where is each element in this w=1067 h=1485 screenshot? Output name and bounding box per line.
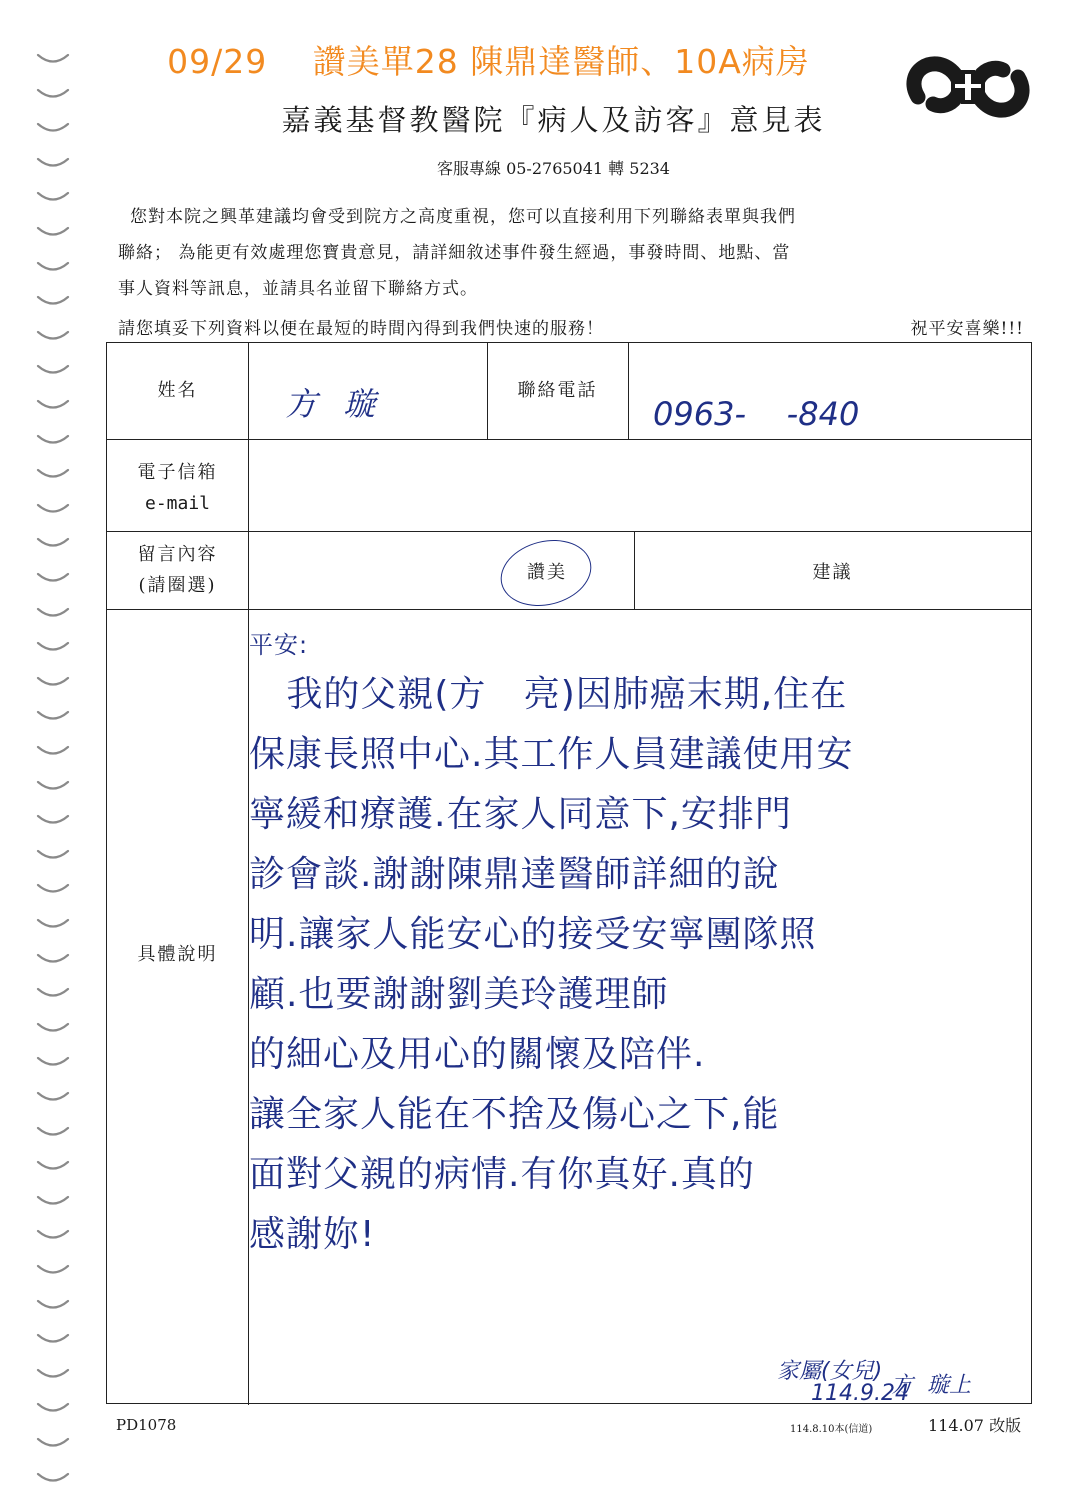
message-type-label-line: (請圈選) bbox=[138, 575, 217, 596]
customer-service-hotline: 客服專線 05-2765041 轉 5234 bbox=[436, 159, 670, 178]
intro-line: 聯絡； 為能更有效處理您寶貴意見，請詳細敘述事件發生經過，事發時間、地點、當 bbox=[118, 243, 791, 263]
binder-ring-icon bbox=[36, 1471, 70, 1485]
page-banner: 09/29 讚美單28 陳鼎達醫師、10A病房 bbox=[167, 42, 810, 81]
binder-ring-icon bbox=[36, 1436, 70, 1450]
message-type-label-line: 留言內容 bbox=[137, 544, 218, 565]
intro-paragraph bbox=[118, 199, 1028, 307]
binder-ring-icon bbox=[36, 433, 70, 447]
signature-line: 家屬(女兒) bbox=[777, 1359, 883, 1384]
phone-value: 0963- -840 bbox=[653, 395, 860, 433]
blessing-text: 祝平安喜樂!!! bbox=[910, 319, 1024, 339]
option-praise[interactable]: 讚美 bbox=[527, 562, 567, 583]
binder-ring-icon bbox=[36, 640, 70, 654]
revision-label: 114.07 改版 bbox=[928, 1416, 1022, 1435]
binder-ring-icon bbox=[36, 467, 70, 481]
details-line: 明.讓家人能安心的接受安寧團隊照 bbox=[249, 914, 817, 955]
binder-ring-icon bbox=[36, 502, 70, 516]
print-info: 114.8.10本(信道) bbox=[790, 1424, 873, 1435]
email-label-zh: 電子信箱 bbox=[137, 462, 218, 483]
feedback-form-table bbox=[106, 342, 1032, 1404]
binder-ring-icon bbox=[36, 882, 70, 896]
name-value: 方 璇 bbox=[285, 385, 384, 423]
form-title: 嘉義基督教醫院『病人及訪客』意見表 bbox=[281, 103, 826, 137]
binder-ring-icon bbox=[36, 1125, 70, 1139]
details-line: 面對父親的病情.有你真好.真的 bbox=[249, 1154, 755, 1195]
signature-date: 114.9.24 bbox=[811, 1381, 909, 1406]
binder-ring-icon bbox=[36, 1159, 70, 1173]
binder-ring-icon bbox=[36, 917, 70, 931]
details-line: 寧緩和療護.在家人同意下,安排門 bbox=[249, 794, 792, 835]
binder-ring-icon bbox=[36, 1021, 70, 1035]
binder-ring-icon bbox=[36, 1090, 70, 1104]
binder-ring-icon bbox=[36, 606, 70, 620]
email-label-en: e-mail bbox=[144, 493, 211, 514]
details-line: 的細心及用心的關懷及陪伴. bbox=[249, 1034, 706, 1075]
column-divider bbox=[628, 343, 629, 439]
details-line: 我的父親(方 亮)因肺癌末期,住在 bbox=[249, 674, 848, 715]
binder-ring-icon bbox=[36, 329, 70, 343]
binder-ring-icon bbox=[36, 1332, 70, 1346]
row-divider bbox=[107, 609, 1031, 610]
binder-ring-strip bbox=[0, 0, 80, 1481]
binder-ring-icon bbox=[36, 675, 70, 689]
binder-ring-icon bbox=[36, 1228, 70, 1242]
binder-ring-icon bbox=[36, 1401, 70, 1415]
fill-instructions bbox=[118, 314, 1028, 339]
phone-label: 聯絡電話 bbox=[517, 380, 598, 401]
binder-ring-icon bbox=[36, 1263, 70, 1277]
binder-ring-icon bbox=[36, 1298, 70, 1312]
binder-ring-icon bbox=[36, 1367, 70, 1381]
email-label bbox=[107, 457, 248, 519]
form-number: PD1078 bbox=[116, 1416, 177, 1434]
binder-ring-icon bbox=[36, 260, 70, 274]
binder-ring-icon bbox=[36, 225, 70, 239]
details-line: 顧.也要謝謝劉美玲護理師 bbox=[249, 974, 669, 1015]
binder-ring-icon bbox=[36, 536, 70, 550]
intro-line: 您對本院之興革建議均會受到院方之高度重視，您可以直接利用下列聯絡表單與我們 bbox=[130, 207, 796, 227]
details-line: 平安: bbox=[249, 631, 309, 659]
binder-ring-icon bbox=[36, 1055, 70, 1069]
binder-ring-icon bbox=[36, 986, 70, 1000]
name-label: 姓名 bbox=[157, 380, 198, 401]
binder-ring-icon bbox=[36, 398, 70, 412]
details-line: 保康長照中心.其工作人員建議使用安 bbox=[249, 734, 854, 775]
fill-note: 請您填妥下列資料以便在最短的時間內得到我們快速的服務！ bbox=[118, 319, 604, 339]
row-divider bbox=[107, 531, 1031, 532]
details-line: 感謝妳! bbox=[249, 1214, 376, 1255]
binder-ring-icon bbox=[36, 190, 70, 204]
binder-ring-icon bbox=[36, 294, 70, 308]
signature-name: 方 璇上 bbox=[891, 1373, 971, 1398]
option-suggest[interactable]: 建議 bbox=[812, 562, 853, 583]
message-type-label bbox=[107, 539, 248, 601]
binder-ring-icon bbox=[36, 952, 70, 966]
binder-ring-icon bbox=[36, 848, 70, 862]
binder-ring-icon bbox=[36, 571, 70, 585]
details-handwriting bbox=[249, 625, 1029, 1265]
details-label: 具體說明 bbox=[137, 944, 218, 965]
signature-block bbox=[771, 1359, 971, 1406]
binder-ring-icon bbox=[36, 709, 70, 723]
binder-ring-icon bbox=[36, 779, 70, 793]
details-line: 讓全家人能在不捨及傷心之下,能 bbox=[249, 1094, 780, 1135]
row-divider bbox=[107, 439, 1031, 440]
binder-ring-icon bbox=[36, 363, 70, 377]
binder-ring-icon bbox=[36, 744, 70, 758]
intro-line: 事人資料等訊息，並請具名並留下聯絡方式。 bbox=[118, 279, 478, 299]
binder-ring-icon bbox=[36, 813, 70, 827]
details-line: 診會談.謝謝陳鼎達醫師詳細的說 bbox=[249, 854, 780, 895]
binder-ring-icon bbox=[36, 1194, 70, 1208]
